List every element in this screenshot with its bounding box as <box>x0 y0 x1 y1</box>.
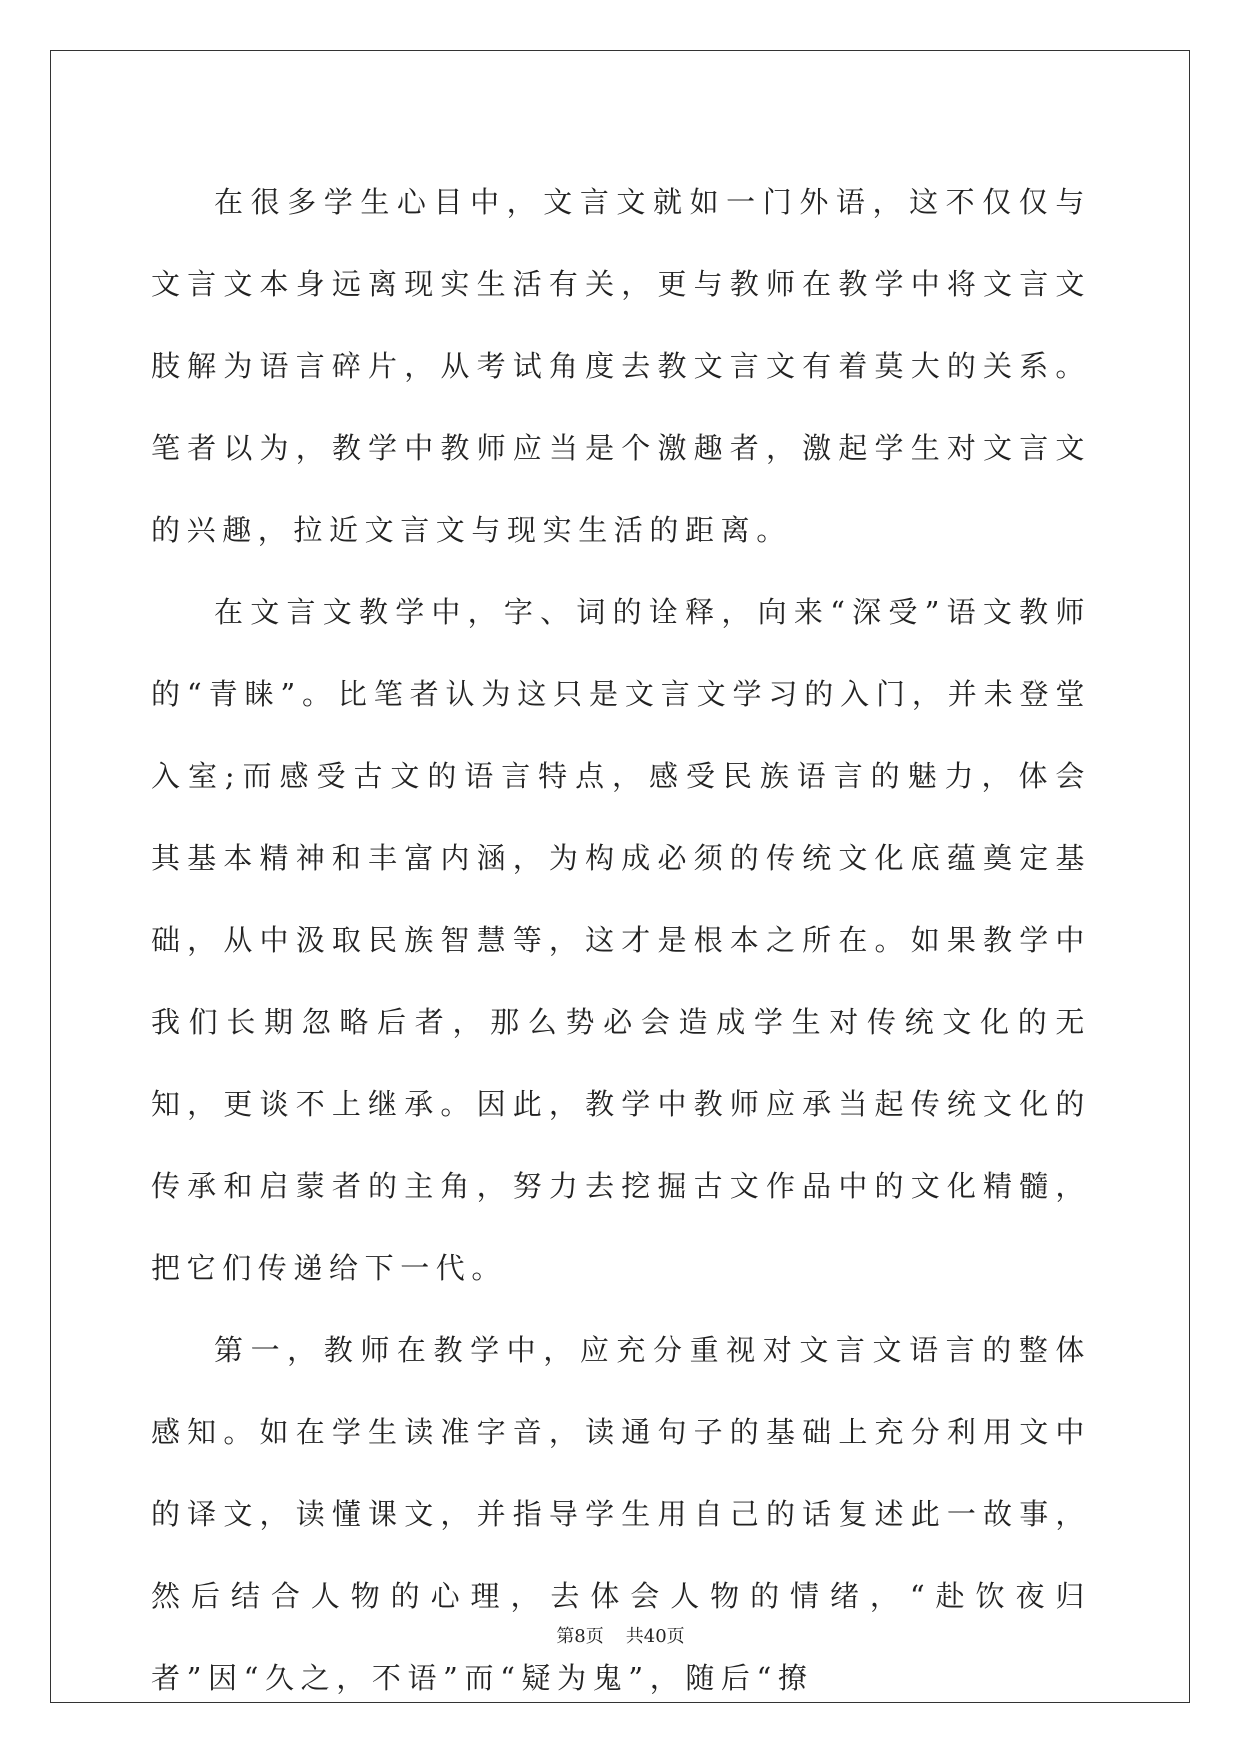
paragraph-2: 在文言文教学中，字、词的诠释，向来“深受”语文教师的“青睐”。比笔者认为这只是文言文学习的入门，并未登堂入室;而感受古文的语言特点，感受民族语言的魅力，体会其基本精神和丰富内涵，为构成必须的传统文化底蕴奠定基础，从中汲取民族智慧等，这才是根本之所在。如果教学中我们长期忽略后者，那么势必会造成学生对传统文化的无知，更谈不上继承。因此，教学中教师应承当起传统文化的传承和启蒙者的主角，努力去挖掘古文作品中的文化精髓，把它们传递给下一代。 <box>151 595 1091 1285</box>
page-total: 共40页 <box>625 1626 685 1647</box>
paragraph-3: 第一，教师在教学中，应充分重视对文言文语言的整体感知。如在学生读准字音，读通句子的基础上充分利用文中的译文，读懂课文，并指导学生用自己的话复述此一故事，然后结合人物的心理，去体会人物的情绪，“赴饮夜归者”因“久之，不语”而“疑为鬼”，随后“撩 <box>151 1333 1091 1695</box>
paragraph-1: 在很多学生心目中，文言文就如一门外语，这不仅仅与文言文本身远离现实生活有关，更与教师在教学中将文言文肢解为语言碎片，从考试角度去教文言文有着莫大的关系。笔者以为，教学中教师应当是个激趣者，激起学生对文言文的兴趣，拉近文言文与现实生活的距离。 <box>151 185 1091 547</box>
document-body <box>151 161 1091 1719</box>
page-number: 第8页 <box>556 1626 604 1647</box>
page-footer <box>0 1622 1241 1648</box>
